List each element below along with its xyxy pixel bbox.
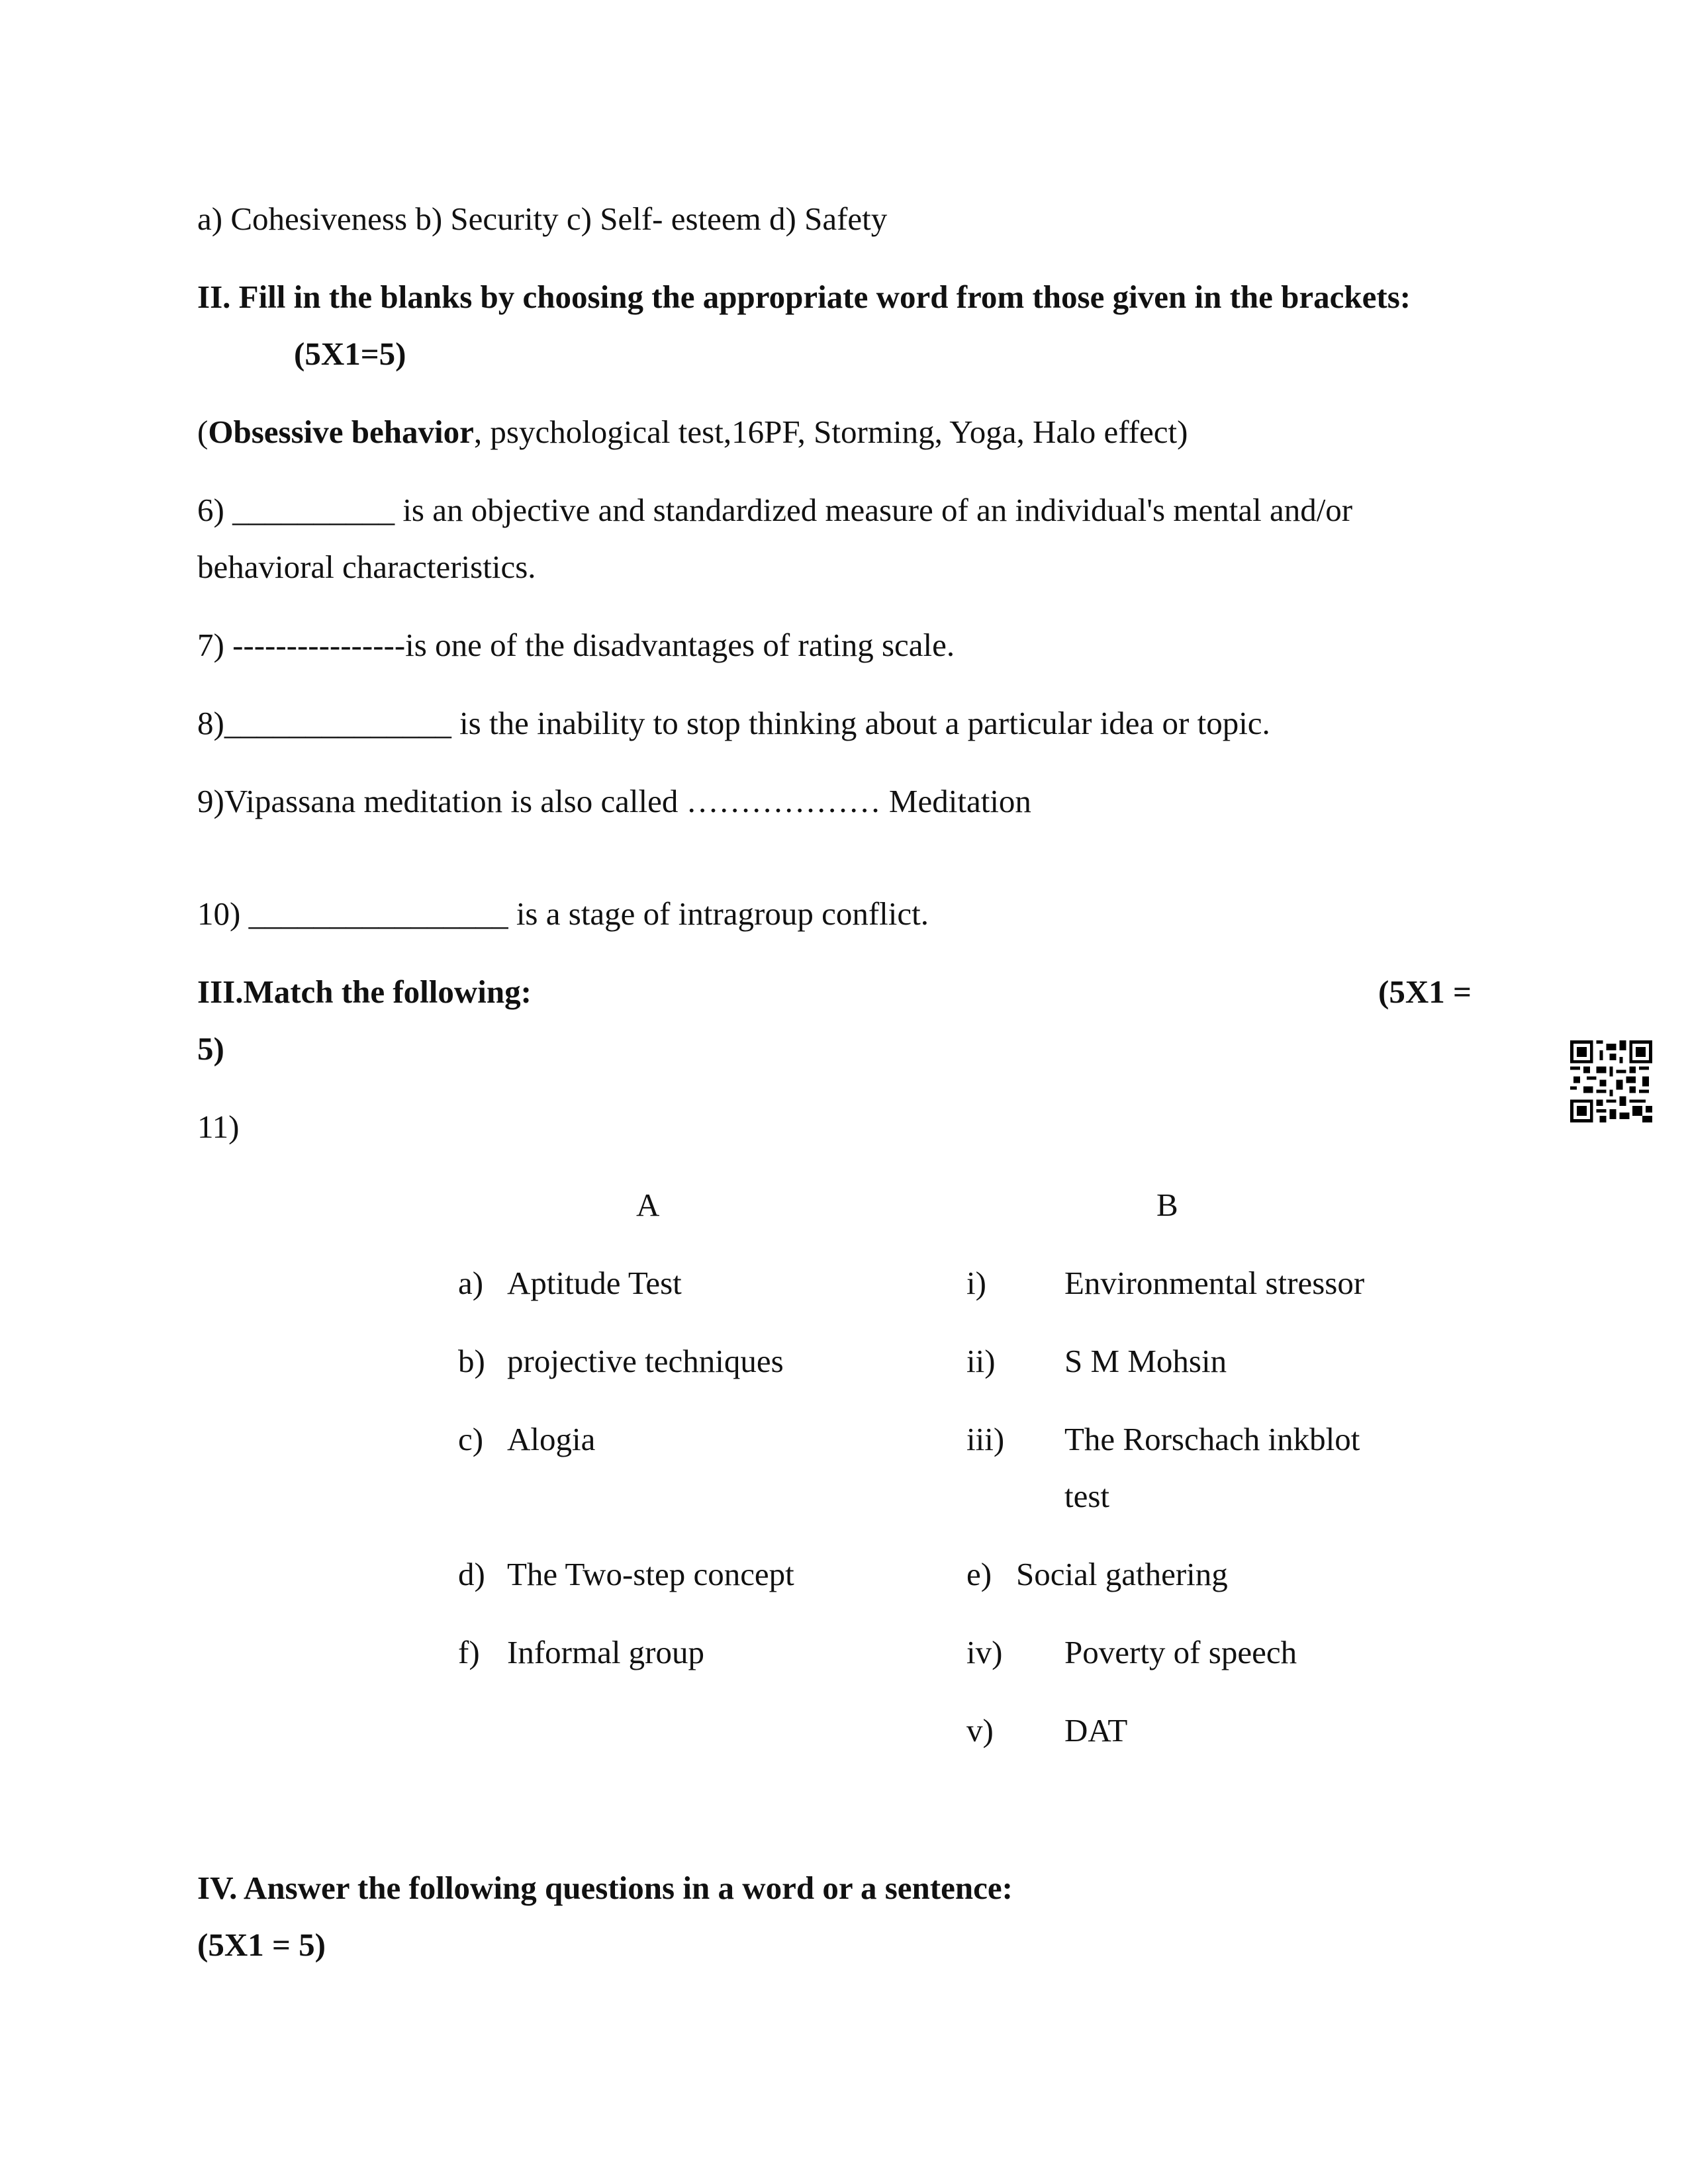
section-2-marks: (5X1=5) <box>294 336 406 372</box>
column-a-header: A <box>636 1187 660 1223</box>
question-6-line-1: 6) __________ is an objective and standardized measure of an individual's mental and/or <box>197 492 1353 528</box>
question-7: 7) ----------------is one of the disadvantages of rating scale. <box>197 627 955 663</box>
column-b-item-text: The Rorschach inkblot <box>1064 1421 1360 1457</box>
section-4-heading: IV. Answer the following questions in a word or a sentence: <box>197 1870 1013 1906</box>
column-b-item-label: ii) <box>966 1343 996 1379</box>
column-b-item-text: S M Mohsin <box>1064 1343 1227 1379</box>
column-a-item-label: f) <box>458 1634 480 1670</box>
column-b-item-label: iii) <box>966 1421 1005 1457</box>
section-3-marks: (5X1 = <box>1378 974 1472 1010</box>
column-b-item-label: i) <box>966 1265 986 1301</box>
section-3-marks-continued: 5) <box>197 1030 224 1067</box>
word-bank-rest: , psychological test,16PF, Storming, Yoga, Halo effect) <box>473 414 1188 450</box>
column-a-item-text: The Two-step concept <box>507 1556 794 1592</box>
column-a-item-text: Informal group <box>507 1634 704 1670</box>
column-b-item-text-continued: test <box>1064 1478 1110 1514</box>
question-9: 9)Vipassana meditation is also called ……………… Meditation <box>197 783 1031 819</box>
column-b-item-label: e) <box>966 1556 992 1592</box>
question-11: 11) <box>197 1109 240 1145</box>
question-6-line-2: behavioral characteristics. <box>197 549 536 585</box>
column-b-item-text: Environmental stressor <box>1064 1265 1365 1301</box>
section-4-marks: (5X1 = 5) <box>197 1927 326 1963</box>
column-b-item-text: DAT <box>1064 1712 1128 1749</box>
column-a-item-label: c) <box>458 1421 484 1457</box>
column-b-header: B <box>1156 1187 1178 1223</box>
question-8: 8)______________ is the inability to stop thinking about a particular idea or topic. <box>197 705 1270 741</box>
column-a-item-label: a) <box>458 1265 484 1301</box>
qr-code-icon <box>1570 1040 1652 1122</box>
word-bank-open: ( <box>197 414 209 450</box>
column-a-item-text: projective techniques <box>507 1343 784 1379</box>
column-b-item-text: Social gathering <box>1016 1556 1228 1592</box>
column-a-item-label: d) <box>458 1556 485 1592</box>
q5-options: a) Cohesiveness b) Security c) Self- esteem d) Safety <box>197 201 888 237</box>
section-3-heading: III.Match the following: <box>197 974 532 1010</box>
column-a-item-text: Alogia <box>507 1421 596 1457</box>
section-2-heading: II. Fill in the blanks by choosing the appropriate word from those given in the brackets: <box>197 279 1411 315</box>
question-10: 10) ________________ is a stage of intragroup conflict. <box>197 895 929 932</box>
word-bank-bold: Obsessive behavior <box>208 414 474 450</box>
column-b-item-label: v) <box>966 1712 994 1749</box>
column-b-item-label: iv) <box>966 1634 1003 1670</box>
column-a-item-label: b) <box>458 1343 485 1379</box>
word-bank <box>197 416 1188 448</box>
column-b-item-text: Poverty of speech <box>1064 1634 1297 1670</box>
column-a-item-text: Aptitude Test <box>507 1265 682 1301</box>
